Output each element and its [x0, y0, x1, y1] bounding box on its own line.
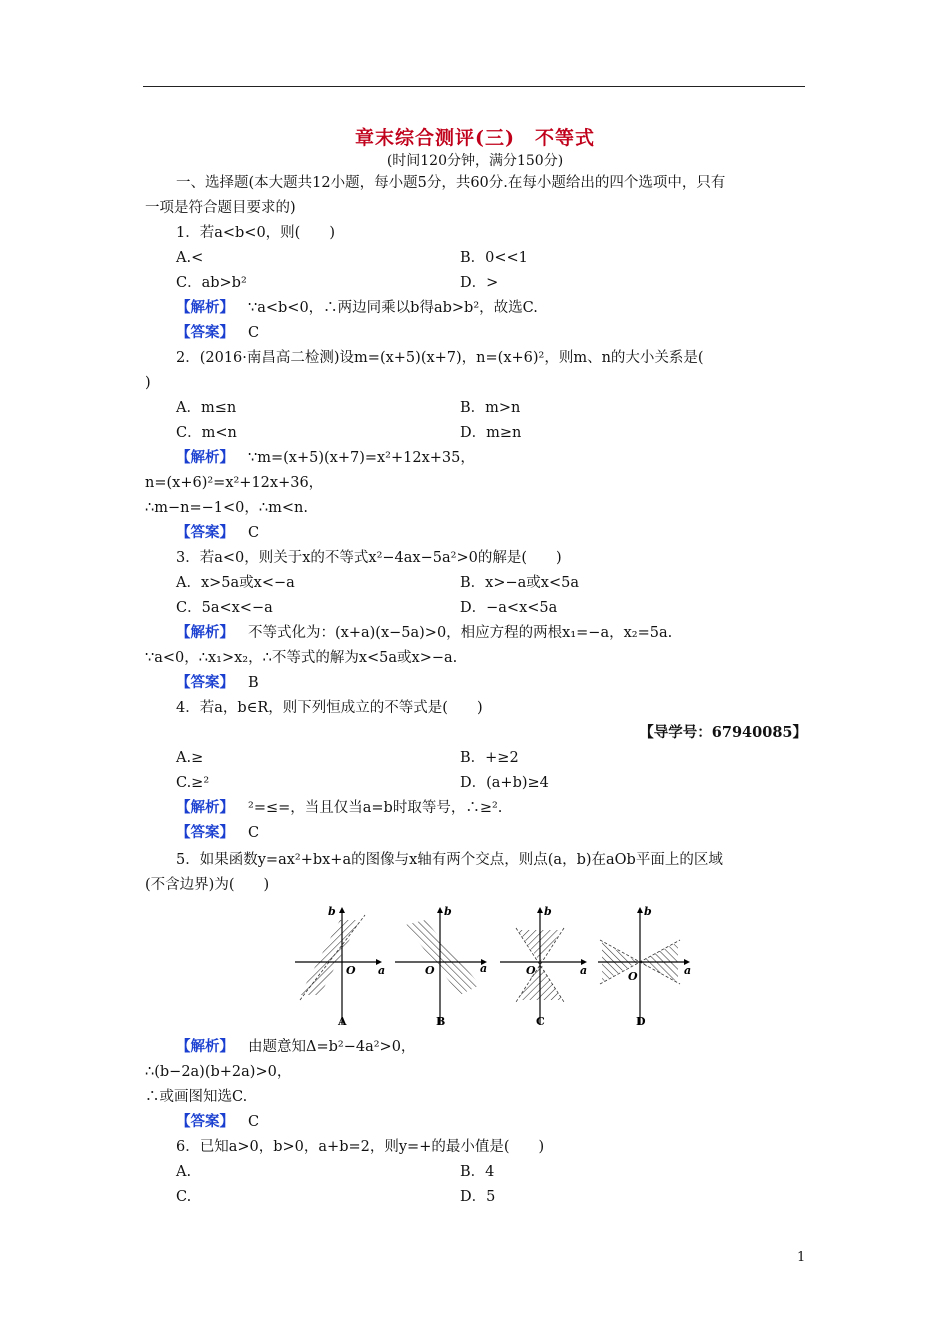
section-intro: 一、选择题(本大题共12小题，每小题5分，共60分.在每小题给出的四个选项中，只有 — [176, 175, 726, 191]
answer-label: 【答案】 — [176, 1113, 234, 1130]
q4-option-d: D．(a+b)≥4 — [460, 775, 549, 791]
page-title: 章末综合测评(三) 不等式 — [355, 127, 595, 149]
section-intro-cont: 一项是符合题目要求的) — [145, 200, 296, 216]
q1-analysis: 【解析】 ∵a<b<0，∴两边同乘以b得ab>b²，故选C. — [176, 299, 538, 316]
panel-a — [295, 905, 385, 1028]
panel-d-axis-a: a — [684, 964, 692, 977]
analysis-label: 【解析】 — [176, 624, 234, 641]
q5-analysis: 【解析】 由题意知Δ=b²−4a²>0， — [176, 1038, 416, 1055]
answer-label: 【答案】 — [176, 674, 234, 691]
q2-stem: 2．(2016·南昌高二检测)设m=(x+5)(x+7)，n=(x+6)²，则m、n的大小关系是( — [176, 350, 704, 366]
panel-b-label: B — [436, 1015, 446, 1028]
analysis-label: 【解析】 — [176, 1038, 234, 1055]
q2-analysis-line2: n=(x+6)²=x²+12x+36， — [145, 475, 324, 491]
q5-analysis-line2: ∴(b−2a)(b+2a)>0， — [145, 1064, 292, 1080]
panel-b — [395, 905, 487, 1028]
q6-option-b: B．4 — [460, 1164, 495, 1180]
q6-option-d: D．5 — [460, 1189, 496, 1205]
panel-c-origin: O — [526, 964, 536, 977]
panel-d-label: D — [636, 1015, 646, 1028]
q2-analysis: 【解析】 ∵m=(x+5)(x+7)=x²+12x+35， — [176, 449, 475, 466]
q5-stem: 5．如果函数y=ax²+bx+a的图像与x轴有两个交点，则点(a，b)在aOb平面上的区域 — [176, 852, 723, 868]
q2-stem-cont: ) — [145, 375, 151, 391]
q3-analysis-line2: ∵a<0，∴x₁>x₂，∴不等式的解为x<5a或x>−a. — [145, 650, 458, 666]
q3-stem: 3．若a<0，则关于x的不等式x²−4ax−5a²>0的解是( ) — [176, 550, 562, 566]
panel-c-axis-b: b — [544, 905, 552, 918]
q1-option-a: A.< — [176, 250, 204, 266]
q2-answer: 【答案】 C — [176, 524, 260, 541]
panel-d-axis-b: b — [644, 905, 652, 918]
panel-a-axis-b: b — [328, 905, 336, 918]
panel-a-origin: O — [346, 964, 356, 977]
q1-stem: 1．若a<b<0，则( ) — [176, 225, 335, 241]
q3-answer: 【答案】 B — [176, 674, 259, 691]
q4-analysis: 【解析】 ²=≤=，当且仅当a=b时取等号，∴≥². — [176, 799, 503, 816]
panel-c-label: C — [536, 1015, 545, 1028]
analysis-label: 【解析】 — [176, 799, 234, 816]
panel-b-axis-a: a — [480, 962, 488, 975]
q4-option-b: B．+≥2 — [460, 750, 519, 766]
q6-option-c: C. — [176, 1189, 192, 1205]
q4-option-a: A.≥ — [176, 750, 204, 766]
analysis-label: 【解析】 — [176, 449, 234, 466]
q3-option-a: A．x>5a或x<−a — [176, 575, 295, 591]
q6-option-a: A. — [176, 1164, 192, 1180]
q5-region-figure — [290, 900, 700, 1035]
page-number: 1 — [797, 1250, 806, 1265]
q3-analysis: 【解析】 不等式化为：(x+a)(x−5a)>0，相应方程的两根x₁=−a，x₂=5a. — [176, 624, 673, 641]
q3-option-c: C．5a<x<−a — [176, 600, 273, 616]
panel-c — [500, 905, 587, 1028]
q3-option-d: D．−a<x<5a — [460, 600, 558, 616]
panel-a-axis-a: a — [378, 964, 386, 977]
q4-option-c: C.≥² — [176, 775, 210, 791]
q6-stem: 6．已知a>0，b>0，a+b=2，则y=+的最小值是( ) — [176, 1139, 545, 1155]
q2-option-b: B．m>n — [460, 400, 521, 416]
panel-d — [598, 905, 691, 1028]
q4-reference-number: 【导学号：67940085】 — [639, 724, 807, 741]
panel-b-origin: O — [425, 964, 435, 977]
answer-label: 【答案】 — [176, 524, 234, 541]
q1-answer: 【答案】 C — [176, 324, 260, 341]
q1-option-c: C．ab>b² — [176, 275, 247, 291]
panel-b-axis-b: b — [444, 905, 452, 918]
q2-option-d: D．m≥n — [460, 425, 522, 441]
panel-a-label: A — [338, 1015, 347, 1028]
answer-label: 【答案】 — [176, 324, 234, 341]
page-subtitle: (时间120分钟，满分150分) — [386, 153, 564, 169]
q5-answer: 【答案】 C — [176, 1113, 260, 1130]
answer-label: 【答案】 — [176, 824, 234, 841]
q3-option-b: B．x>−a或x<5a — [460, 575, 579, 591]
q2-option-c: C．m<n — [176, 425, 237, 441]
q1-option-b: B．0<<1 — [460, 250, 528, 266]
q2-analysis-line3: ∴m−n=−1<0，∴m<n. — [145, 500, 308, 516]
panel-d-origin: O — [628, 970, 638, 983]
panel-c-axis-a: a — [580, 964, 588, 977]
q4-answer: 【答案】 C — [176, 824, 260, 841]
q4-stem: 4．若a，b∈R，则下列恒成立的不等式是( ) — [176, 700, 483, 716]
analysis-label: 【解析】 — [176, 299, 234, 316]
q1-option-d: D．> — [460, 275, 499, 291]
q5-stem-cont: (不含边界)为( ) — [145, 877, 270, 893]
header-rule — [143, 86, 805, 87]
q5-analysis-line3: ∴或画图知选C. — [145, 1089, 248, 1105]
q2-option-a: A．m≤n — [176, 400, 237, 416]
